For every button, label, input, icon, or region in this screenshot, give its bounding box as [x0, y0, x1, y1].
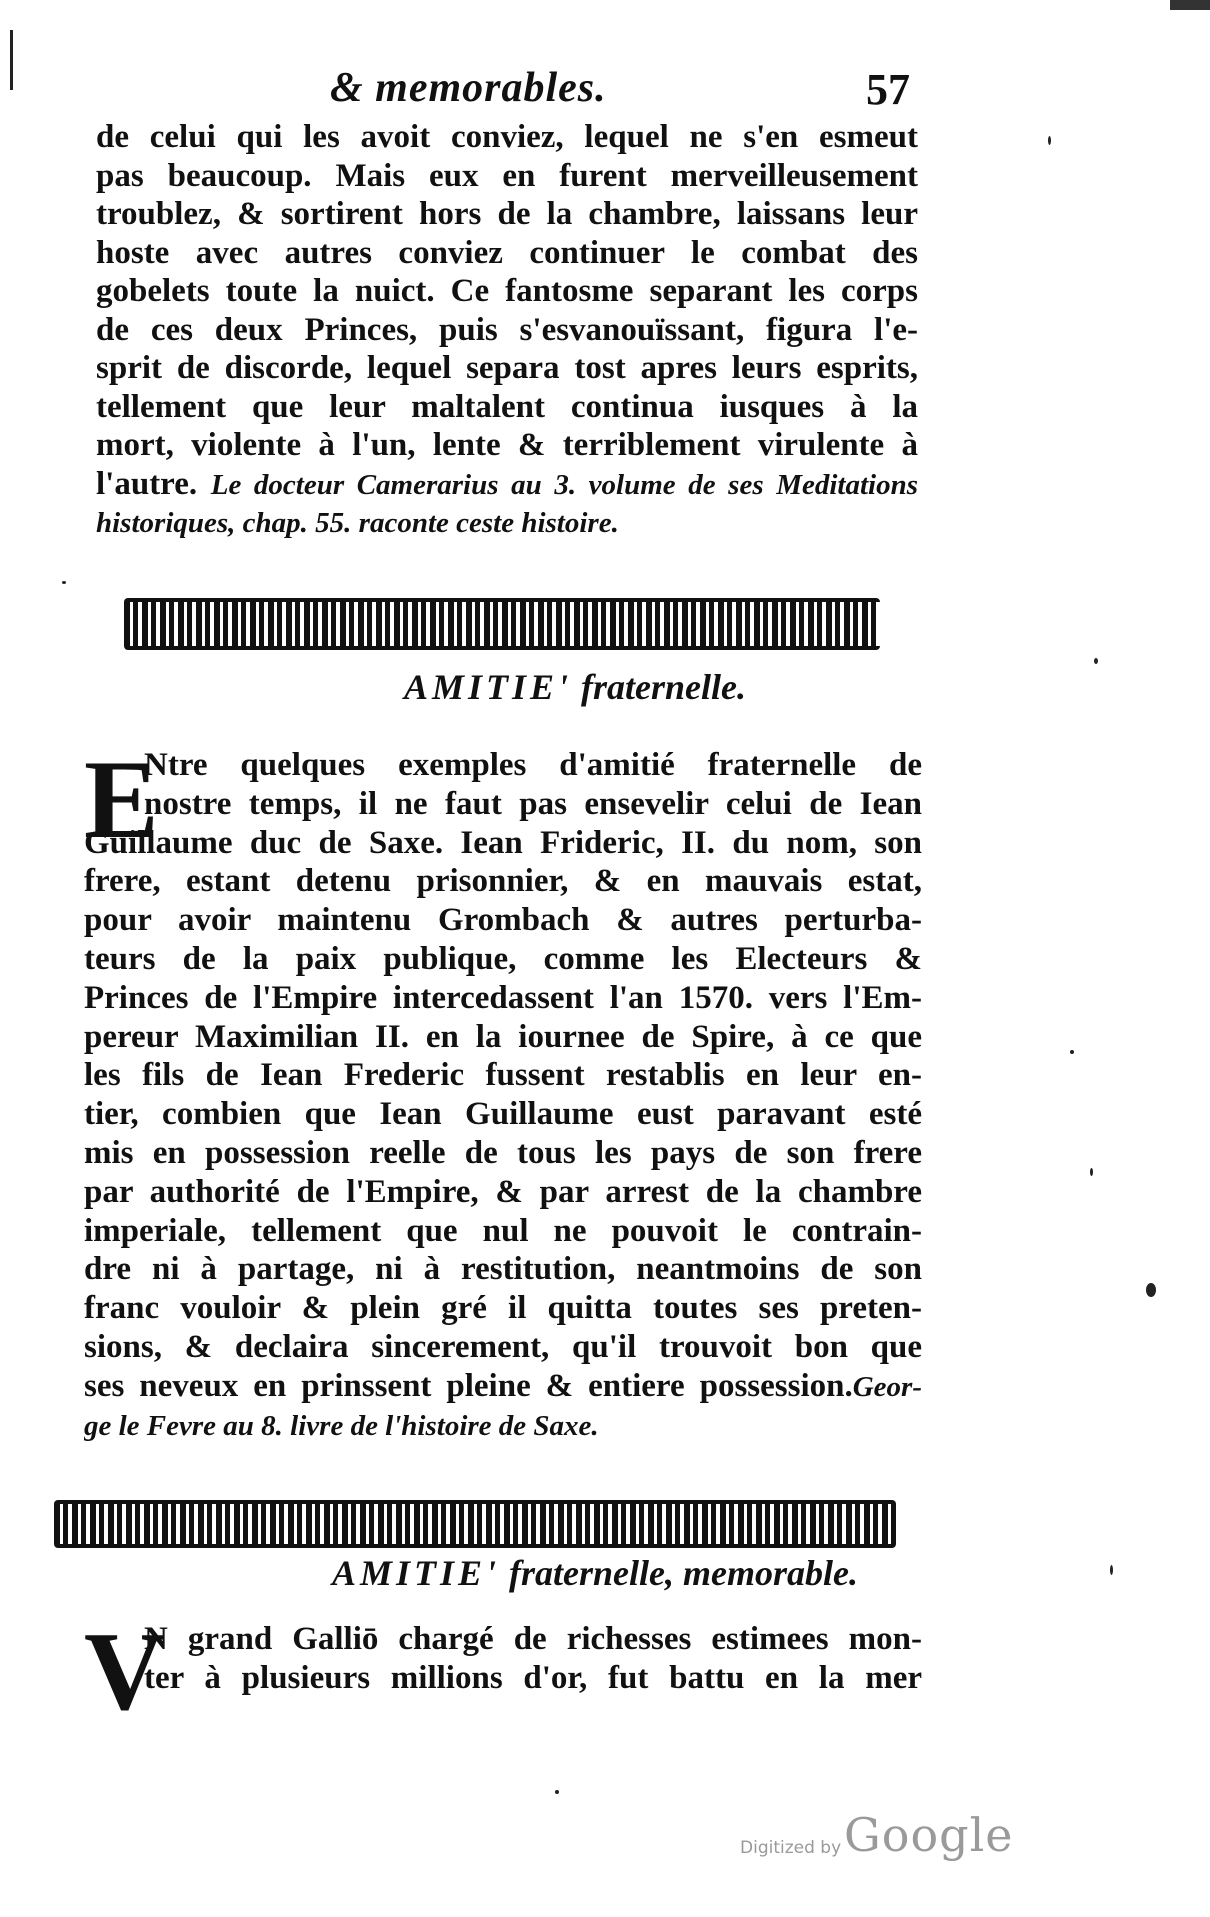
text-line: teurs de la paix publique, comme les Electeurs & — [84, 940, 922, 977]
drop-cap: V — [84, 1610, 165, 1734]
heading-rest: fraternelle, memorable. — [509, 1553, 858, 1593]
text-line-body: ses neveux en prinssent pleine & entiere possession. — [84, 1367, 853, 1404]
citation-line: historiques, chap. 55. raconte ceste histoire. — [96, 507, 619, 539]
text-line: mort, violente à l'un, lente & terriblement virulente à — [96, 427, 918, 463]
text-line: dre ni à partage, ni à restitution, neantmoins de son — [84, 1251, 922, 1288]
section-heading — [0, 1552, 1200, 1594]
text-line-start: l'autre. — [96, 465, 198, 502]
text-line: N grand Galliō chargé de richesses estimees mon- — [144, 1621, 922, 1657]
heading-rest: fraternelle. — [581, 667, 747, 707]
running-title: & memorables. — [330, 65, 607, 111]
text-line: tier, combien que Iean Guillaume eust paravant esté — [84, 1096, 922, 1133]
ornamental-band — [124, 598, 880, 650]
page-number: 57 — [866, 65, 910, 114]
text-line: sprit de discorde, lequel separa tost apres leurs esprits, — [96, 350, 918, 386]
running-head — [0, 64, 1210, 114]
text-line: ter à plusieurs millions d'or, fut battu en la mer — [144, 1659, 922, 1696]
text-line-with-citation — [84, 1367, 922, 1407]
watermark-small-text: Digitized by — [740, 1838, 842, 1858]
text-line: tellement que leur maltalent continua iusques à la — [96, 388, 918, 425]
text-line: frere, estant detenu prisonnier, & en mauvais estat, — [84, 863, 922, 900]
citation-line: ge le Fevre au 8. livre de l'histoire de Saxe. — [84, 1409, 599, 1442]
text-line: pas beaucoup. Mais eux en furent merveilleusement — [96, 157, 918, 194]
text-line: les fils de Iean Frederic fussent restablis en leur en- — [84, 1057, 922, 1094]
text-line: franc vouloir & plein gré il quitta toutes ses preten- — [84, 1290, 922, 1327]
citation: Geor- — [852, 1370, 922, 1403]
paragraph-lines — [84, 1620, 922, 1698]
ornamental-band — [54, 1500, 896, 1548]
citation: Le docteur Camerarius au 3. volume de ses Meditations — [210, 468, 918, 501]
text-line: pour avoir maintenu Grombach & autres perturba- — [84, 902, 922, 939]
text-line: hoste avec autres conviez continuer le combat des — [96, 234, 918, 271]
scan-smudge — [1170, 0, 1210, 10]
section-heading — [0, 666, 1180, 708]
text-line: de ces deux Princes, puis s'esvanouïssant, figura l'e- — [96, 311, 918, 348]
text-line: de celui qui les avoit conviez, lequel ne s'en esmeut — [96, 119, 918, 155]
speck — [1094, 658, 1098, 664]
heading-caps: AMITIE' — [332, 1553, 501, 1593]
continued-paragraph — [96, 118, 918, 543]
text-line: imperiale, tellement que nul ne pouvoit le contrain- — [84, 1212, 922, 1249]
text-line: Princes de l'Empire intercedassent l'an 1570. vers l'Em- — [84, 979, 922, 1016]
speck — [1110, 1565, 1113, 1575]
text-line: troublez, & sortirent hors de la chambre, laissans leur — [96, 196, 918, 232]
text-line: pereur Maximilian II. en la iournee de Spire, à ce que — [84, 1018, 922, 1055]
speck — [1048, 136, 1051, 145]
watermark-logo-text: Google — [844, 1808, 1014, 1862]
speck — [1070, 1050, 1074, 1054]
drop-cap: E — [84, 738, 159, 862]
text-line: Ntre quelques exemples d'amitié fraternelle de — [144, 747, 922, 783]
text-line-with-citation — [96, 465, 918, 505]
heading-caps: AMITIE' — [403, 667, 573, 707]
text-line: par authorité de l'Empire, & par arrest de la chambre — [84, 1173, 922, 1210]
text-line: sions, & declaira sincerement, qu'il trouvoit bon que — [84, 1328, 922, 1365]
text-line: Guillaume duc de Saxe. Iean Frideric, II. du nom, son — [84, 824, 922, 861]
speck — [62, 581, 66, 584]
speck — [555, 1790, 559, 1794]
speck — [1090, 1168, 1093, 1176]
paragraph-lines — [84, 738, 922, 1445]
digitized-by-google-watermark — [740, 1808, 1040, 1868]
speck — [1146, 1283, 1156, 1297]
text-line: nostre temps, il ne faut pas ensevelir celui de Iean — [144, 785, 922, 822]
text-line: mis en possession reelle de tous les pays de son frere — [84, 1134, 922, 1171]
text-line: gobelets toute la nuict. Ce fantosme separant les corps — [96, 273, 918, 309]
